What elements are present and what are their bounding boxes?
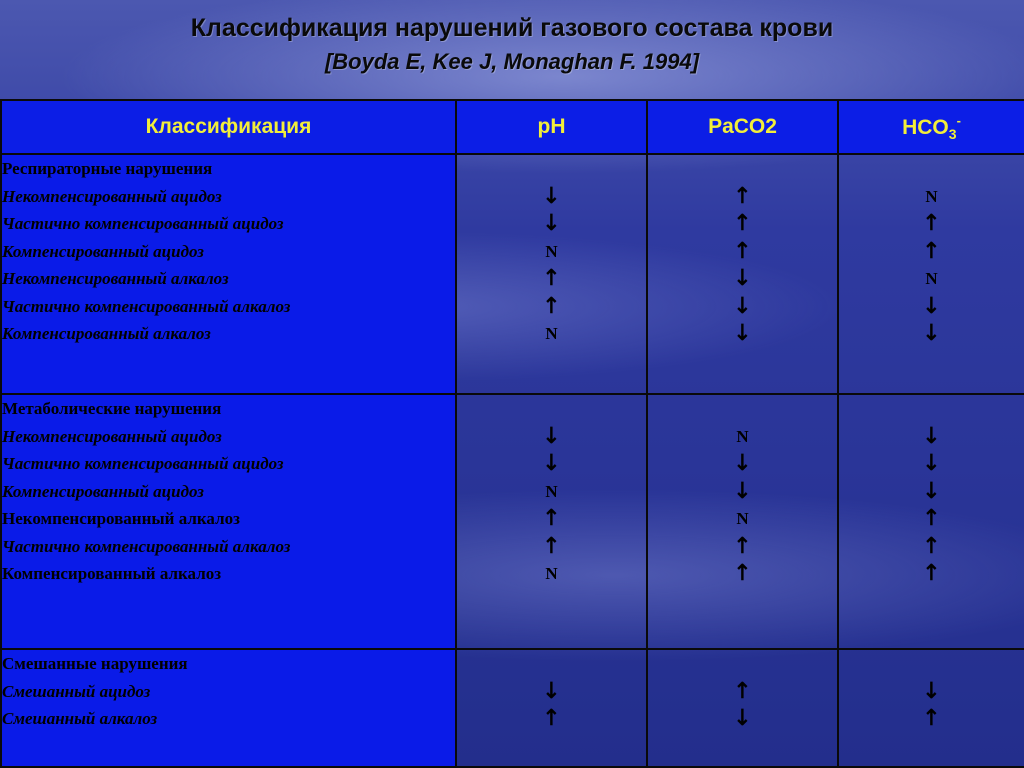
group-title: Респираторные нарушения [2, 159, 213, 178]
ph-value: N [545, 481, 558, 501]
ph-values-cell [456, 394, 647, 649]
list-item: Некомпенсированный ацидоз [2, 426, 222, 446]
hco3-values-cell [838, 649, 1024, 767]
ph-value: N [545, 324, 558, 343]
paco2-value: ↑ [733, 183, 752, 209]
ph-value: ↓ [542, 183, 561, 209]
paco2-value: ↓ [733, 321, 752, 346]
hco3-value: ↑ [922, 561, 941, 586]
list-item: Некомпенсированный ацидоз [2, 186, 222, 206]
hco3-value: N [925, 269, 938, 288]
header-hco3-base: HCO [902, 115, 949, 139]
ph-value: ↑ [542, 293, 561, 319]
ph-value: N [545, 241, 558, 261]
group-label-cell [1, 649, 456, 767]
hco3-value: ↓ [922, 293, 941, 319]
paco2-value: ↑ [733, 238, 752, 264]
header-paco2: PaCO2 [647, 100, 838, 154]
paco2-value: ↓ [733, 293, 752, 319]
hco3-value: ↑ [922, 238, 941, 264]
paco2-value: N [736, 509, 749, 528]
paco2-value: ↑ [733, 211, 752, 236]
paco2-value: ↓ [733, 266, 752, 291]
hco3-value: ↑ [922, 506, 941, 531]
header-hco3-sup: - [956, 112, 961, 128]
list-item: Частично компенсированный ацидоз [2, 214, 284, 233]
header-ph: pH [456, 100, 647, 154]
table-group-mixed [1, 649, 1024, 767]
slide-title-area [0, 0, 1024, 100]
list-item: Компенсированный ацидоз [2, 481, 204, 501]
ph-value: ↓ [542, 451, 561, 476]
slide-citation: [Boyda E, Kee J, Monaghan F. 1994] [324, 49, 700, 74]
paco2-values-cell [647, 649, 838, 767]
classification-table [0, 99, 1024, 768]
list-item: Частично компенсированный ацидоз [2, 454, 284, 473]
ph-value: ↑ [542, 706, 561, 731]
list-item: Компенсированный алкалоз [2, 324, 211, 343]
hco3-values-cell [838, 154, 1024, 394]
paco2-values-cell [647, 154, 838, 394]
hco3-value: ↑ [922, 211, 941, 236]
list-item: Компенсированный ацидоз [2, 241, 204, 261]
table-group-respiratory [1, 154, 1024, 394]
hco3-value: ↑ [922, 706, 941, 731]
group-label-cell [1, 394, 456, 649]
table-header-row [1, 100, 1024, 154]
list-item: Некомпенсированный алкалоз [2, 509, 240, 528]
paco2-value: ↑ [733, 678, 752, 704]
slide-title: Классификация нарушений газового состава крови [190, 14, 834, 42]
hco3-value: ↓ [922, 423, 941, 449]
header-hco3-sub: 3 [948, 125, 957, 142]
ph-value: ↓ [542, 678, 561, 704]
header-hco3 [838, 100, 1024, 154]
paco2-value: ↑ [733, 533, 752, 559]
header-classification: Классификация [1, 100, 456, 154]
hco3-value: N [925, 186, 938, 206]
ph-value: ↑ [542, 506, 561, 531]
paco2-value: N [736, 426, 749, 446]
list-item: Смешанный алкалоз [2, 709, 158, 728]
list-item: Частично компенсированный алкалоз [2, 296, 291, 316]
paco2-value: ↓ [733, 451, 752, 476]
ph-value: ↑ [542, 533, 561, 559]
group-label-cell [1, 154, 456, 394]
table-group-metabolic [1, 394, 1024, 649]
list-item: Компенсированный алкалоз [2, 564, 222, 583]
ph-values-cell [456, 154, 647, 394]
hco3-value: ↑ [922, 533, 941, 559]
paco2-value: ↑ [733, 561, 752, 586]
hco3-values-cell [838, 394, 1024, 649]
group-title: Метаболические нарушения [2, 399, 222, 418]
ph-value: ↓ [542, 211, 561, 236]
hco3-value: ↓ [922, 451, 941, 476]
hco3-value: ↓ [922, 678, 941, 704]
paco2-values-cell [647, 394, 838, 649]
paco2-value: ↓ [733, 706, 752, 731]
ph-value: ↓ [542, 423, 561, 449]
list-item: Смешанный ацидоз [2, 681, 151, 701]
list-item: Некомпенсированный алкалоз [2, 269, 229, 288]
group-title: Смешанные нарушения [2, 654, 188, 673]
hco3-value: ↓ [922, 321, 941, 346]
ph-value: ↑ [542, 266, 561, 291]
list-item: Частично компенсированный алкалоз [2, 536, 291, 556]
ph-values-cell [456, 649, 647, 767]
hco3-value: ↓ [922, 478, 941, 504]
ph-value: N [545, 564, 558, 583]
paco2-value: ↓ [733, 478, 752, 504]
